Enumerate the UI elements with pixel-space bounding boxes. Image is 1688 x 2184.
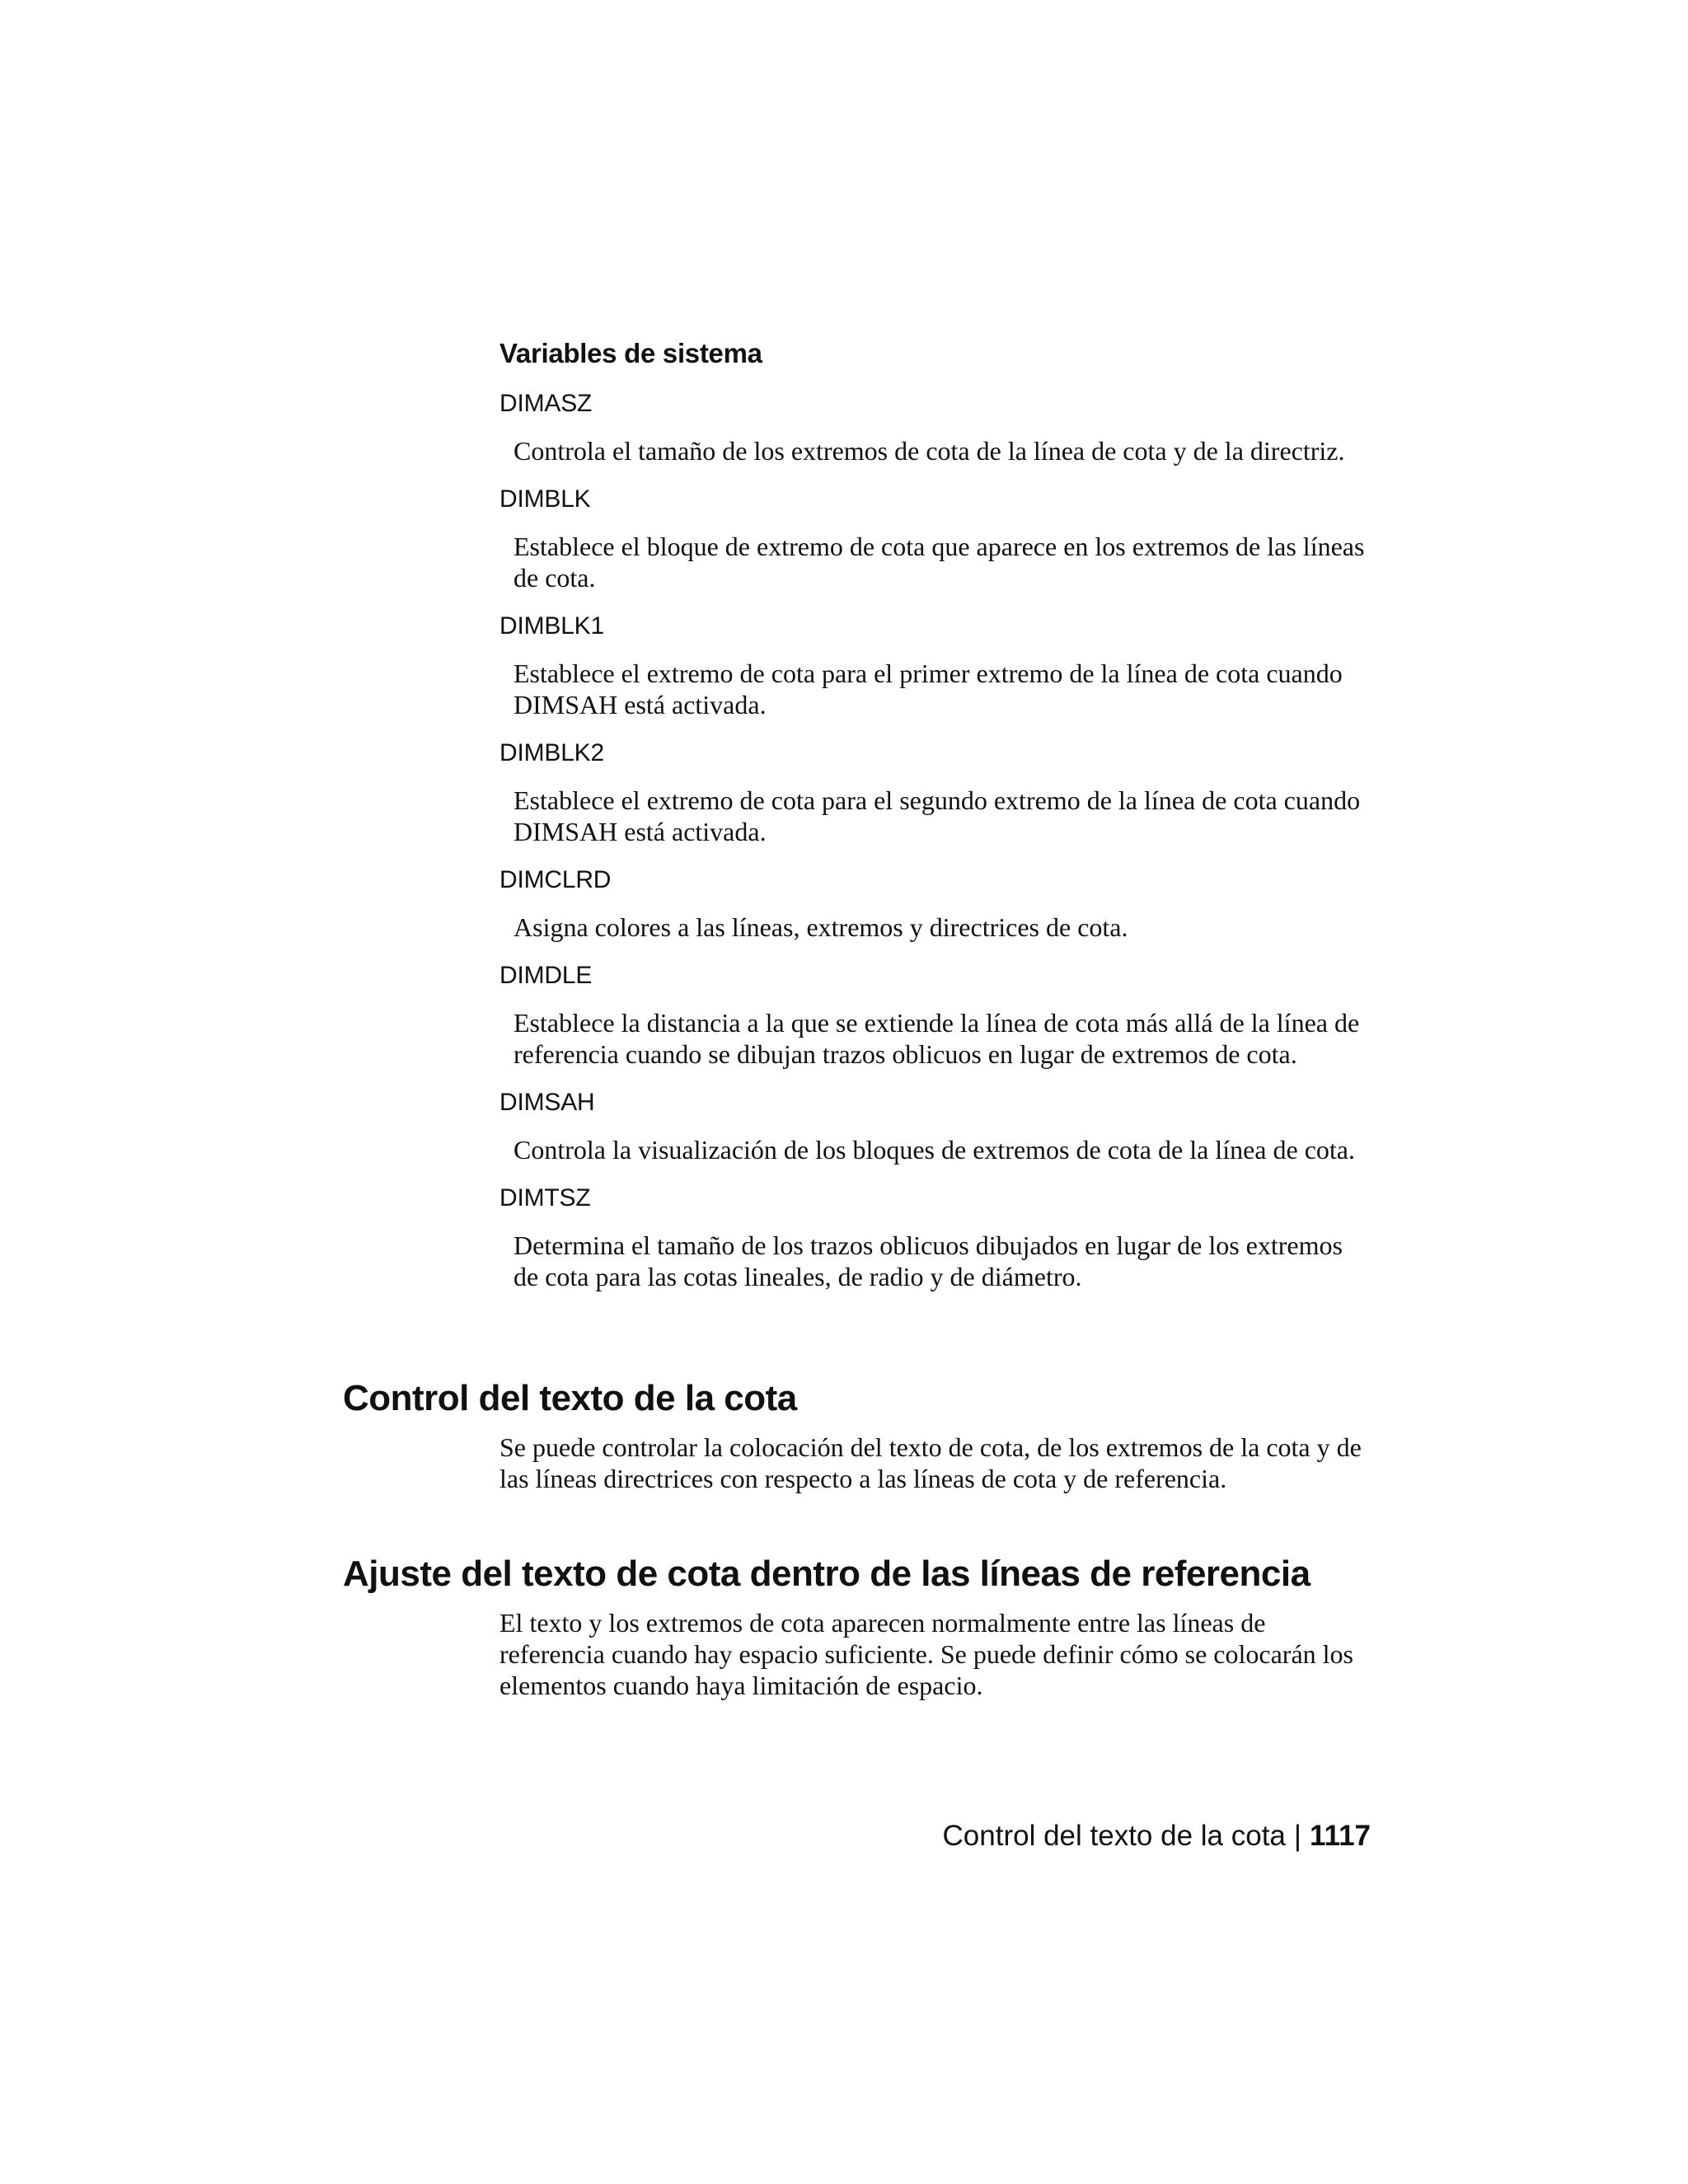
- footer-separator: |: [1293, 1820, 1301, 1852]
- variable-name: DIMBLK: [499, 485, 591, 513]
- variable-name: DIMCLRD: [499, 866, 612, 893]
- section-body-control-texto-cota: Se puede controlar la colocación del texto de cota, de los extremos de la cota y de las líneas directrices con respecto a las líneas de cota y de referencia.: [499, 1432, 1362, 1493]
- variable-description: Establece el extremo de cota para el primer extremo de la línea de cota cuando DIMSAH está activada.: [513, 658, 1343, 719]
- variable-name: DIMBLK2: [499, 739, 604, 766]
- variable-name: DIMSAH: [499, 1089, 595, 1116]
- section-body-ajuste-texto-cota: El texto y los extremos de cota aparecen normalmente entre las líneas de referencia cuando hay espacio suficiente. Se puede definir cómo se colocarán los elementos cuando haya limitación de espacio.: [499, 1608, 1353, 1700]
- list-item: [499, 864, 1373, 943]
- running-title: Control del texto de la cota: [942, 1820, 1286, 1852]
- variable-description: Establece el extremo de cota para el segundo extremo de la línea de cota cuando DIMSAH está activada.: [513, 785, 1361, 846]
- section-title-ajuste-texto-cota: Ajuste del texto de cota dentro de las líneas de referencia: [343, 1554, 1311, 1594]
- list-item: [499, 737, 1373, 847]
- variable-description: Establece la distancia a la que se extiende la línea de cota más allá de la línea de referencia cuando se dibujan trazos oblicuos en lugar de extremos de cota.: [513, 1008, 1360, 1069]
- variable-name: DIMASZ: [499, 390, 593, 417]
- list-item: [499, 1182, 1373, 1292]
- variable-name: DIMTSZ: [499, 1184, 591, 1212]
- list-item: [499, 610, 1373, 720]
- variable-name: DIMDLE: [499, 962, 593, 989]
- variable-name: DIMBLK1: [499, 612, 604, 640]
- variable-description: Determina el tamaño de los trazos oblicuos dibujados en lugar de los extremos de cota para las cotas lineales, de radio y de diámetro.: [513, 1230, 1343, 1291]
- system-variables-heading: Variables de sistema: [499, 338, 762, 368]
- variable-description: Asigna colores a las líneas, extremos y directrices de cota.: [513, 912, 1128, 942]
- variable-description: Controla la visualización de los bloques de extremos de cota de la línea de cota.: [513, 1135, 1355, 1165]
- variable-description: Controla el tamaño de los extremos de cota de la línea de cota y de la directriz.: [513, 436, 1345, 466]
- list-item: [499, 1086, 1373, 1165]
- page-footer: [943, 1820, 1371, 1853]
- section-title-control-texto-cota: Control del texto de la cota: [343, 1378, 797, 1418]
- list-item: [499, 483, 1373, 593]
- page-number: 1117: [1310, 1820, 1371, 1852]
- list-item: [499, 959, 1373, 1070]
- variable-description: Establece el bloque de extremo de cota que aparece en los extremos de las líneas de cota.: [513, 532, 1365, 593]
- system-variables-list: [499, 387, 1373, 1309]
- list-item: [499, 387, 1373, 466]
